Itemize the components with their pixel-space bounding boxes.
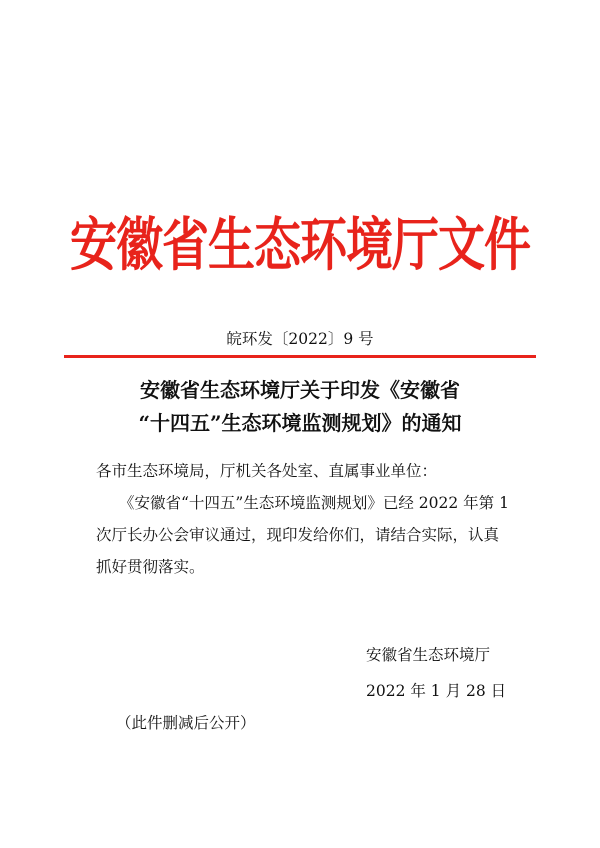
body-line-1: 《安徽省“十四五”生态环境监测规划》已经 2022 年第 1 (119, 494, 509, 512)
document-title (0, 374, 600, 440)
title-line-2: “十四五”生态环境监测规划》的通知 (138, 411, 462, 435)
document-masthead: 安徽省生态环境厅文件 (70, 212, 530, 280)
title-line-1: 安徽省生态环境厅关于印发《安徽省 (140, 378, 460, 402)
document-number: 皖环发〔2022〕9 号 (226, 330, 374, 348)
issue-date: 2022 年 1 月 28 日 (366, 682, 507, 700)
red-divider-rule (64, 355, 536, 358)
publication-note: （此件删减后公开） (116, 714, 256, 732)
body-line-2: 次厅长办公会审议通过，现印发给你们，请结合实际，认真 (96, 526, 500, 544)
issuer-signature: 安徽省生态环境厅 (366, 646, 491, 664)
body-line-3: 抓好贯彻落实。 (96, 558, 205, 576)
salutation: 各市生态环境局，厅机关各处室、直属事业单位： (96, 462, 438, 480)
